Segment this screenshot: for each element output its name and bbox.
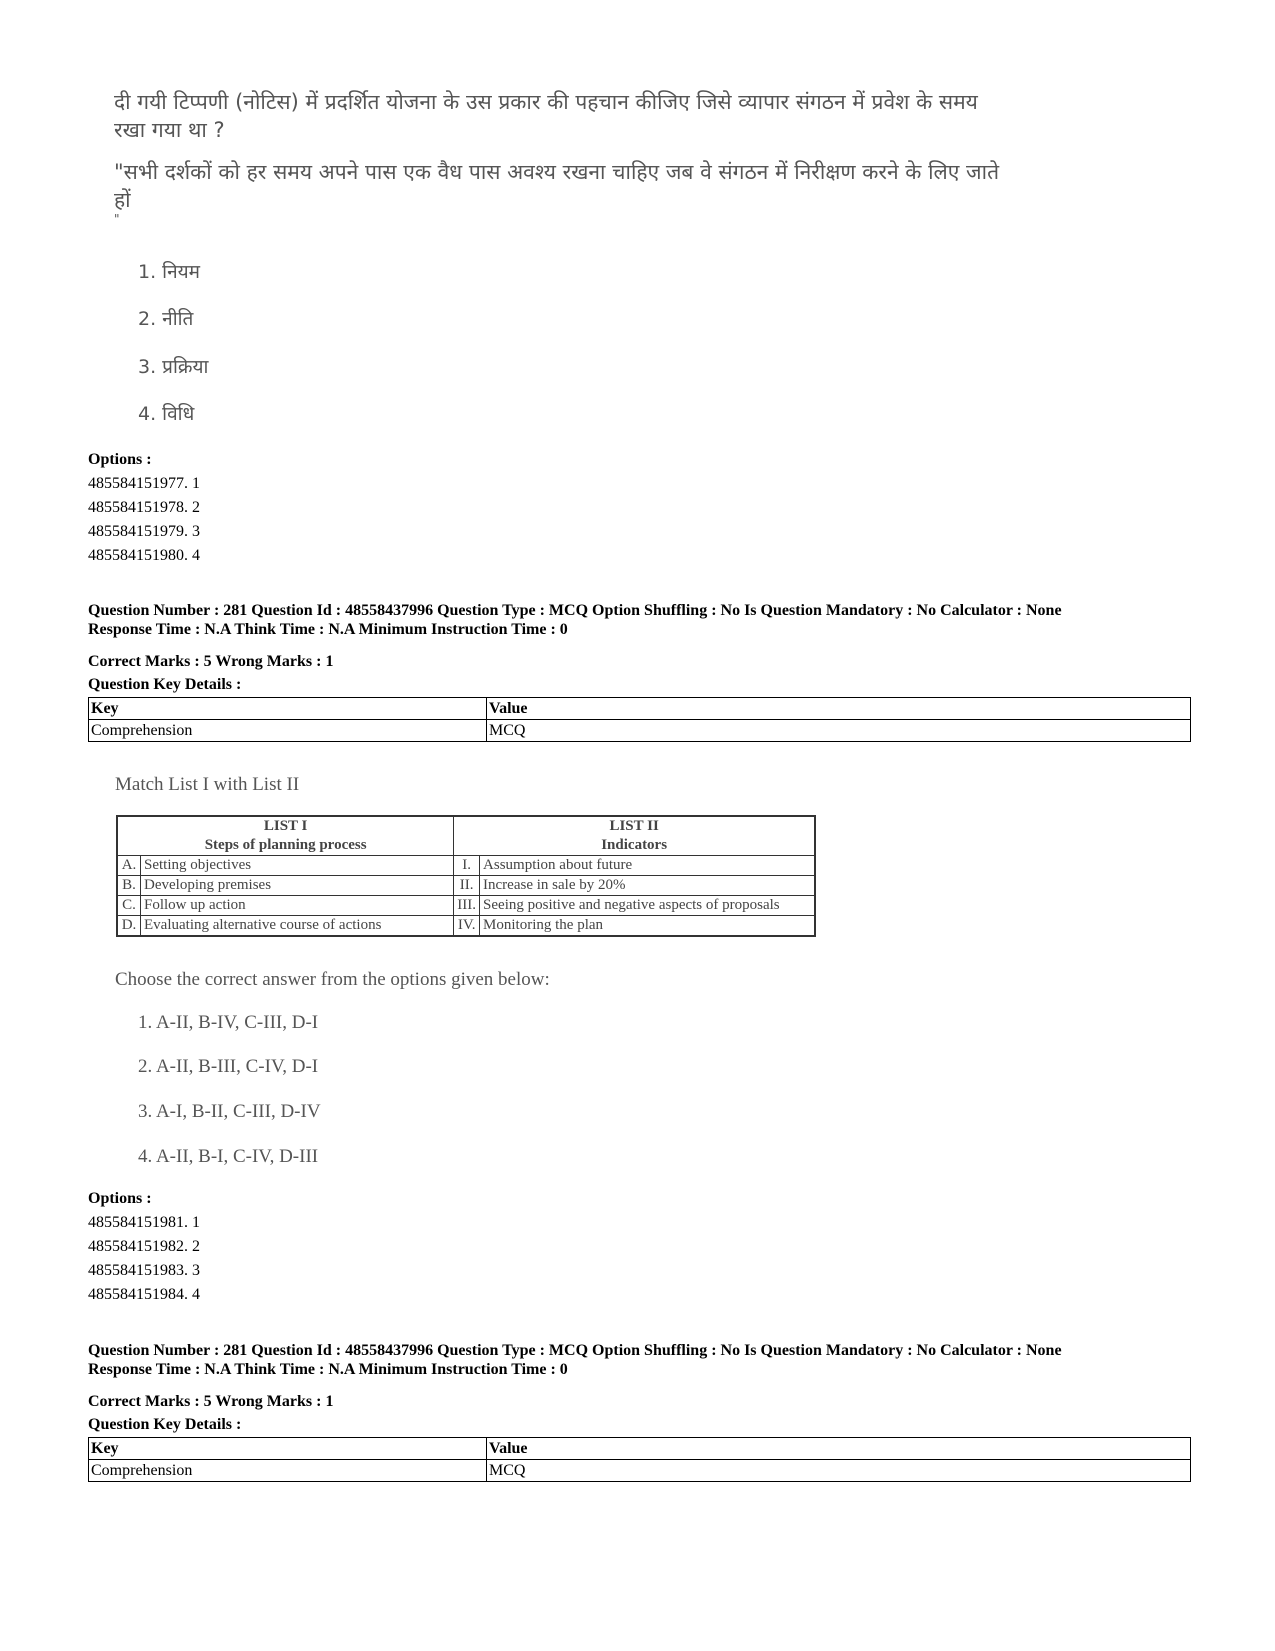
cell-value: MCQ	[487, 1460, 1191, 1482]
meta-line: Response Time : N.A Think Time : N.A Minimum Instruction Time : 0	[88, 1361, 568, 1378]
marks-line: Correct Marks : 5 Wrong Marks : 1	[88, 653, 334, 670]
list1-title: LIST I	[263, 818, 308, 834]
table-header-row	[89, 698, 1191, 720]
list1-text: Setting objectives	[141, 856, 454, 876]
list1-text: Follow up action	[141, 896, 454, 916]
marks-line: Correct Marks : 5 Wrong Marks : 1	[88, 1393, 334, 1410]
list1-header	[117, 816, 454, 856]
list2-text: Seeing positive and negative aspects of proposals	[480, 896, 815, 916]
key-details-label: Question Key Details :	[88, 1416, 242, 1433]
match-row	[117, 896, 815, 916]
table-row	[89, 1460, 1191, 1482]
list2-text: Increase in sale by 20%	[480, 876, 815, 896]
option-id: 485584151981. 1	[88, 1214, 200, 1231]
list1-letter: A.	[117, 856, 141, 876]
option-id: 485584151984. 4	[88, 1286, 200, 1303]
options-list	[88, 1187, 200, 1307]
meta-line: Question Number : 281 Question Id : 48558437996 Question Type : MCQ Option Shuffling : No Is Question Mandatory : No Calculator : None	[88, 1342, 1062, 1359]
options-label: Options :	[88, 451, 152, 468]
notice-text	[114, 158, 999, 224]
match-table	[116, 815, 816, 937]
list2-title: LIST II	[609, 818, 659, 834]
table-header-row	[89, 1438, 1191, 1460]
list2-text: Monitoring the plan	[480, 916, 815, 937]
meta-line: Response Time : N.A Think Time : N.A Minimum Instruction Time : 0	[88, 621, 568, 638]
options-list	[88, 448, 200, 568]
list2-subtitle: Indicators	[601, 837, 668, 853]
option-id: 485584151983. 3	[88, 1262, 200, 1279]
list2-text: Assumption about future	[480, 856, 815, 876]
match-row	[117, 916, 815, 937]
question-text	[114, 88, 978, 144]
choice-item: 2. नीति	[138, 308, 194, 330]
option-id: 485584151982. 2	[88, 1238, 200, 1255]
list2-numeral: III.	[454, 896, 480, 916]
match-row	[117, 876, 815, 896]
option-id: 485584151980. 4	[88, 547, 200, 564]
list2-numeral: I.	[454, 856, 480, 876]
list1-letter: B.	[117, 876, 141, 896]
list1-letter: C.	[117, 896, 141, 916]
option-id: 485584151979. 3	[88, 523, 200, 540]
key-details-label: Question Key Details :	[88, 676, 242, 693]
choice-item: 1. नियम	[138, 261, 201, 283]
key-details-table-wrap	[88, 1437, 1191, 1482]
list2-numeral: IV.	[454, 916, 480, 937]
table-row	[89, 720, 1191, 742]
notice-line: हों	[114, 188, 131, 212]
header-key: Key	[89, 698, 487, 720]
list1-text: Evaluating alternative course of actions	[141, 916, 454, 937]
header-value: Value	[487, 698, 1191, 720]
question-meta	[88, 601, 1062, 639]
option-id: 485584151978. 2	[88, 499, 200, 516]
choice-item: 3. प्रक्रिया	[138, 356, 209, 378]
list2-numeral: II.	[454, 876, 480, 896]
cell-value: MCQ	[487, 720, 1191, 742]
meta-line: Question Number : 281 Question Id : 48558437996 Question Type : MCQ Option Shuffling : No Is Question Mandatory : No Calculator : None	[88, 602, 1062, 619]
question-line: रखा गया था ?	[114, 118, 225, 142]
match-title: Match List I with List II	[115, 774, 300, 795]
option-id: 485584151977. 1	[88, 475, 200, 492]
choice-item: 4. A-II, B-I, C-IV, D-III	[138, 1146, 319, 1167]
choose-instruction: Choose the correct answer from the options given below:	[115, 969, 550, 990]
choice-item: 2. A-II, B-III, C-IV, D-I	[138, 1056, 319, 1077]
notice-line: "सभी दर्शकों को हर समय अपने पास एक वैध पास अवश्य रखना चाहिए जब वे संगठन में निरीक्षण करने के लिए जाते	[114, 160, 1000, 184]
question-line: दी गयी टिप्पणी (नोटिस) में प्रदर्शित योजना के उस प्रकार की पहचान कीजिए जिसे व्यापार संगठन में प्रवेश के समय	[114, 90, 978, 114]
cell-key: Comprehension	[89, 720, 487, 742]
list1-text: Developing premises	[141, 876, 454, 896]
cell-key: Comprehension	[89, 1460, 487, 1482]
match-header-row	[117, 816, 815, 856]
choice-item: 4. विधि	[138, 403, 195, 425]
key-details-table	[88, 1437, 1191, 1482]
choice-item: 3. A-I, B-II, C-III, D-IV	[138, 1101, 321, 1122]
header-key: Key	[89, 1438, 487, 1460]
match-row	[117, 856, 815, 876]
options-label: Options :	[88, 1190, 152, 1207]
key-details-table-wrap	[88, 697, 1191, 742]
notice-line: "	[114, 212, 120, 226]
list2-header	[454, 816, 815, 856]
list1-subtitle: Steps of planning process	[204, 837, 367, 853]
header-value: Value	[487, 1438, 1191, 1460]
list1-letter: D.	[117, 916, 141, 937]
key-details-table	[88, 697, 1191, 742]
question-meta	[88, 1341, 1062, 1379]
choice-item: 1. A-II, B-IV, C-III, D-I	[138, 1012, 319, 1033]
